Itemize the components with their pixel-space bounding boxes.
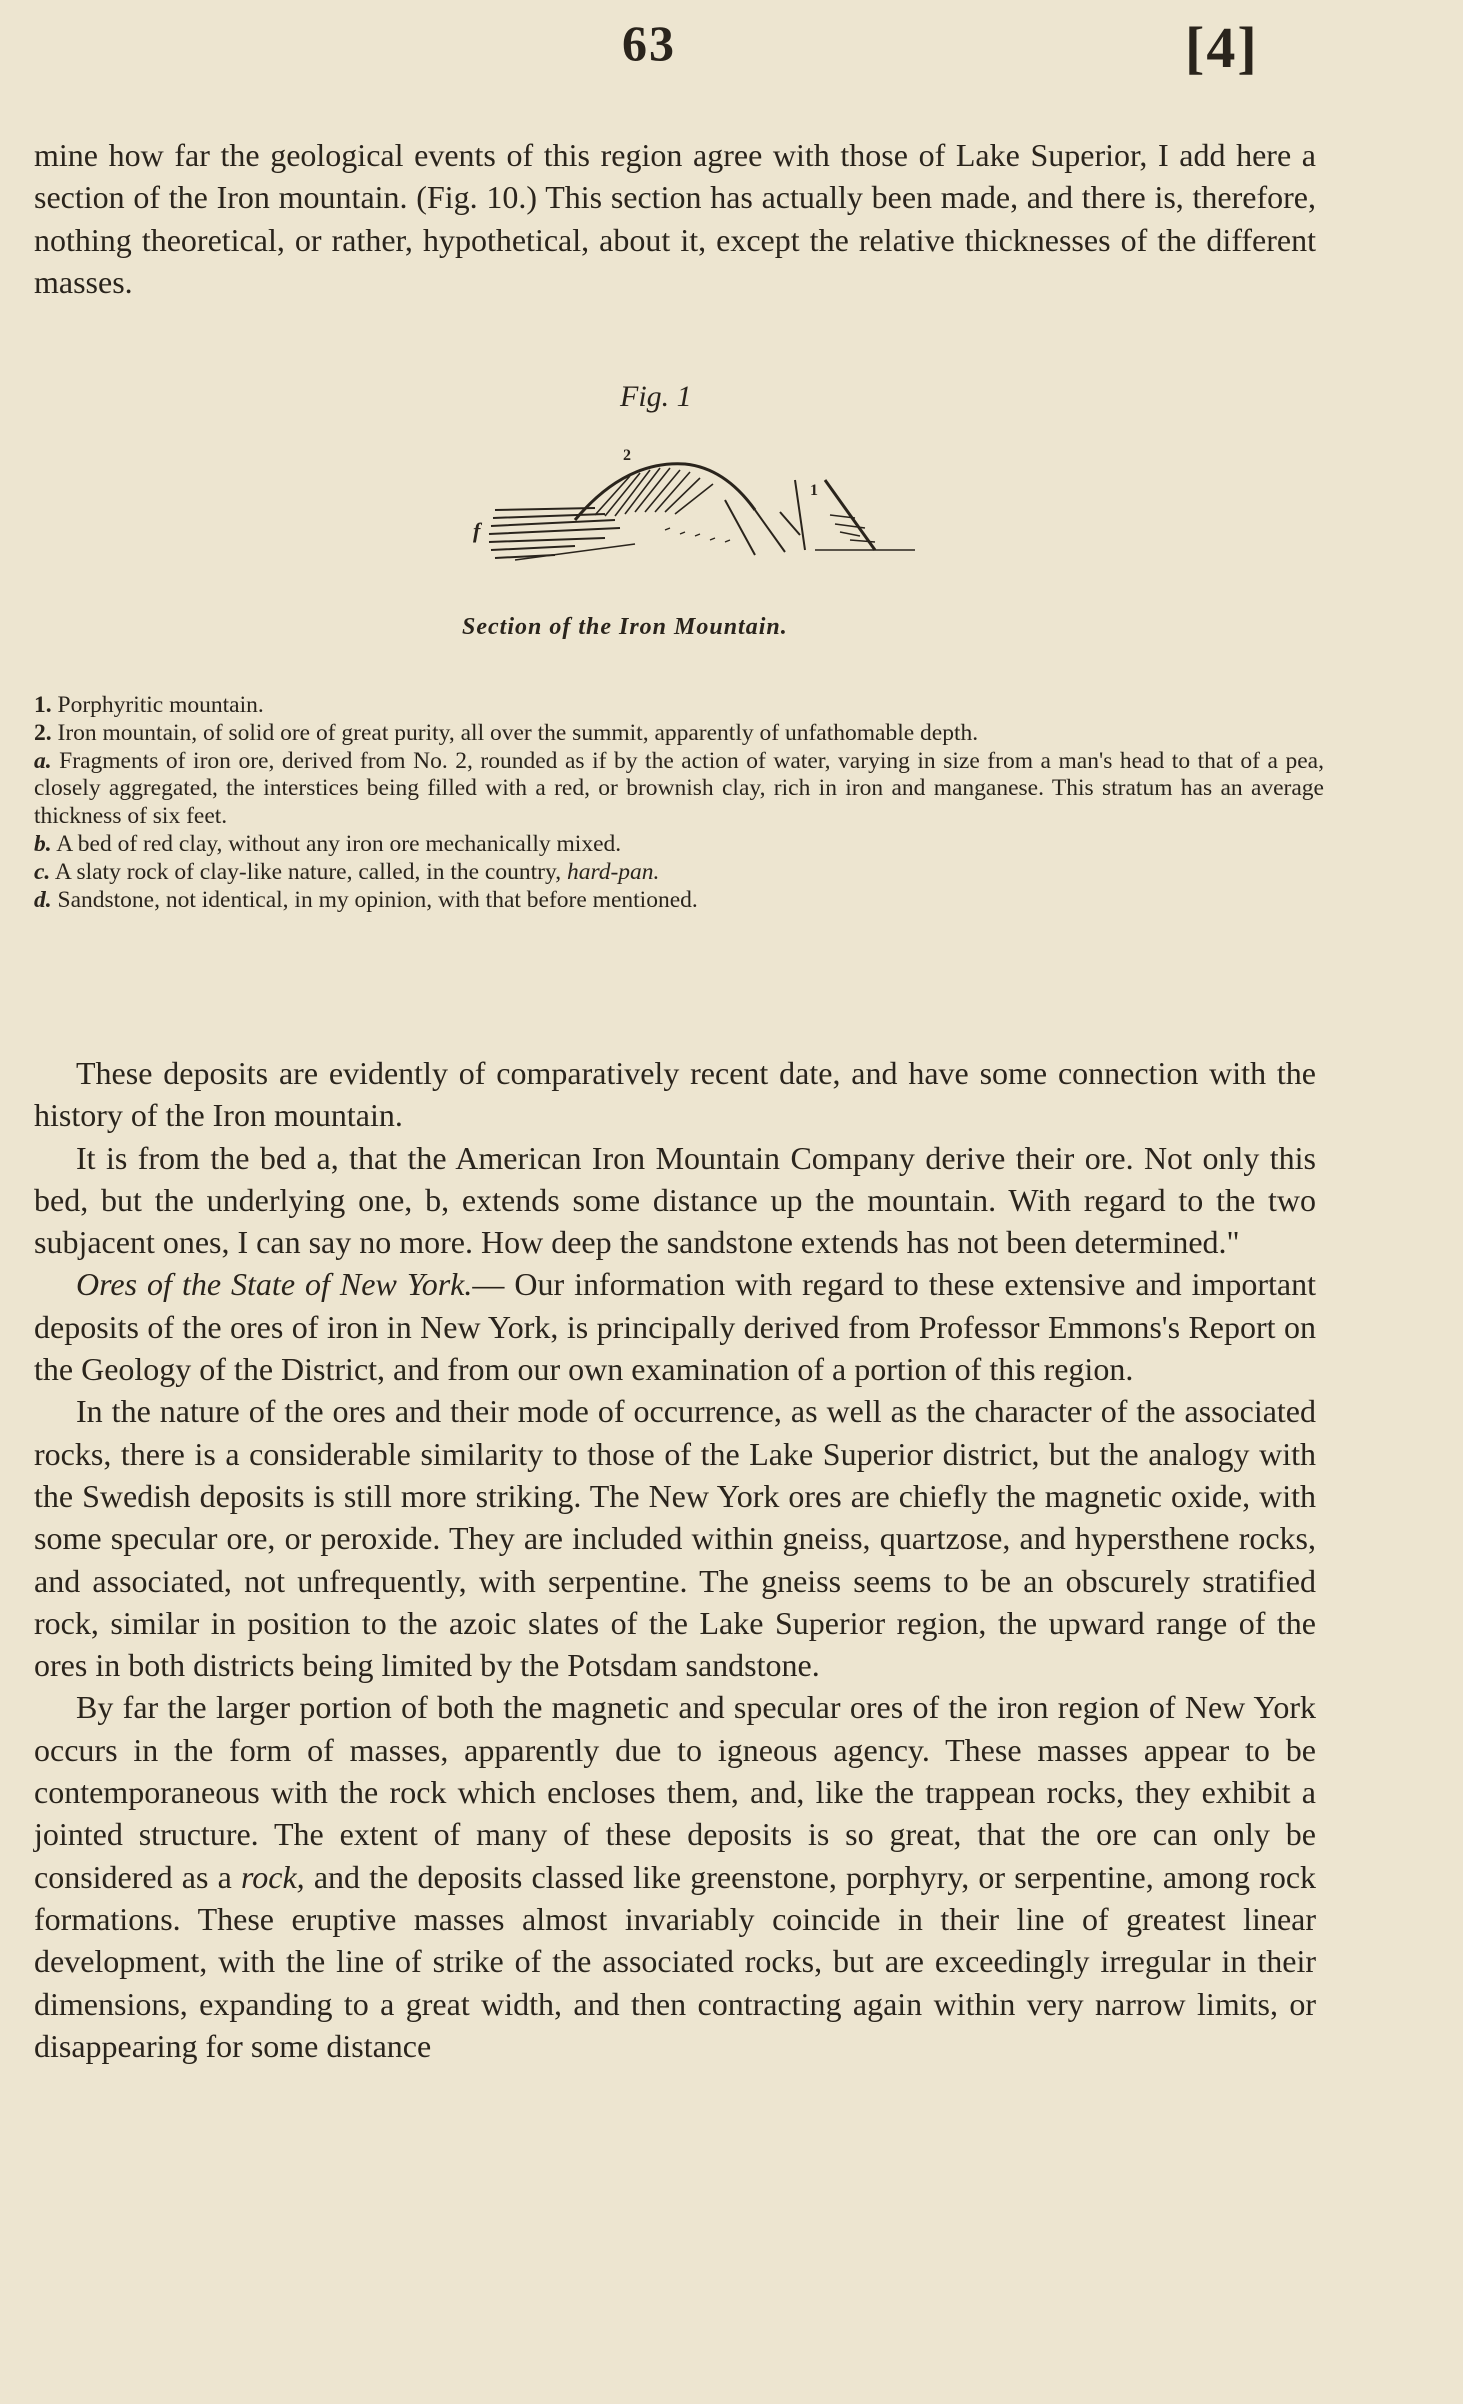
paragraph-text: By far the larger portion of both the magnetic and specular ores of the iron region of New York occurs in the form of masses, apparently due to igneous agency. These masses appear to be contemporaneous with the rock which encloses them, and, like the trappean rocks, they exhibit a jointed structure. The extent of many of these deposits is so great, that the ore can only be considered as a [34, 1689, 1316, 1895]
legend-key: 2. [34, 719, 52, 746]
paragraph-new-york-ores [34, 1263, 1316, 1390]
legend-italic-term: hard-pan. [566, 858, 660, 885]
figure-mark-f: f [473, 518, 481, 543]
legend-item [34, 748, 1324, 831]
paragraph-magnetic-ores [34, 1686, 1316, 2067]
sheet-mark: [4] [1185, 15, 1259, 80]
figure-mark-1: 1 [810, 482, 818, 499]
legend-key: b. [34, 830, 52, 857]
page-header [0, 14, 1463, 84]
figure-legend [34, 692, 1324, 914]
legend-item [34, 692, 1324, 720]
legend-item [34, 887, 1324, 915]
legend-item [34, 831, 1324, 859]
legend-item [34, 720, 1324, 748]
iron-mountain-section-figure [455, 440, 915, 590]
page-number: 63 [622, 15, 676, 71]
body-text [34, 1052, 1316, 2067]
legend-text: Sandstone, not identical, in my opinion, with that before mentioned. [57, 886, 698, 913]
section-heading: Ores of the State of New York. [76, 1266, 473, 1303]
italic-term: rock, [240, 1858, 305, 1895]
legend-key: a. [34, 747, 52, 774]
paragraph-text: — Our information with regard to these extensive and important deposits of the ores of iron in New York, is principally derived from Professor Emmons's Report on the Geology of the District, and from our own examination of a portion of this region. [34, 1266, 1317, 1388]
legend-item [34, 859, 1324, 887]
legend-text: A slaty rock of clay-like nature, called, in the country, [54, 858, 562, 885]
paragraph-deposits: These deposits are evidently of comparatively recent date, and have some connection with the history of the Iron mountain. [34, 1055, 1316, 1134]
paragraph-text: and the deposits classed like greenstone, porphyry, or serpentine, among rock formations. These eruptive masses almost invariably coincide in their line of greatest linear development, with the line of strike of the associated rocks, but are exceedingly irregular in their dimensions, expanding to a great width, and then contracting again within very narrow limits, or disappearing for some distance [34, 1858, 1317, 2064]
intro-paragraph: mine how far the geological events of this region agree with those of Lake Superior, I add here a section of the Iron mountain. (Fig. 10.) This section has actually been made, and there is, therefore, nothing theoretical, or rather, hypothetical, about it, except the relative thicknesses of the different masses. [34, 137, 1316, 300]
legend-key: c. [34, 858, 51, 885]
paragraph-nature-of-ores: In the nature of the ores and their mode of occurrence, as well as the character of the associated rocks, there is a considerable similarity to those of the Lake Superior district, but the analogy with the Swedish deposits is still more striking. The New York ores are chiefly the magnetic oxide, with some specular ore, or peroxide. They are included within gneiss, quartzose, and hypersthene rocks, and associated, not unfrequently, with serpentine. The gneiss seems to be an obscurely stratified rock, similar in position to the azoic slates of the Lake Superior region, the upward range of the ores in both districts being limited by the Potsdam sandstone. [34, 1393, 1316, 1684]
legend-text: Porphyritic mountain. [57, 692, 264, 718]
paragraph-bed-a: It is from the bed a, that the American Iron Mountain Company derive their ore. Not only this bed, but the underlying one, b, extends some distance up the mountain. With regard to the two subjacent ones, I can say no more. How deep the sandstone extends has not been determined." [34, 1139, 1316, 1261]
figure-mark-2: 2 [623, 447, 631, 464]
legend-key: 1. [34, 692, 52, 718]
figure-caption: Section of the Iron Mountain. [462, 614, 788, 640]
legend-text: Fragments of iron ore, derived from No. 2, rounded as if by the action of water, varying in size from a man's head to that of a pea, closely aggregated, the interstices being filled with a red, or brownish clay, rich in iron and manganese. This stratum has an average thickness of six feet. [34, 747, 1324, 830]
legend-text: Iron mountain, of solid ore of great purity, all over the summit, apparently of unfathomable depth. [57, 719, 979, 746]
legend-text: A bed of red clay, without any iron ore mechanically mixed. [56, 830, 622, 857]
legend-key: d. [34, 886, 52, 913]
figure-label: Fig. 1 [620, 380, 692, 413]
